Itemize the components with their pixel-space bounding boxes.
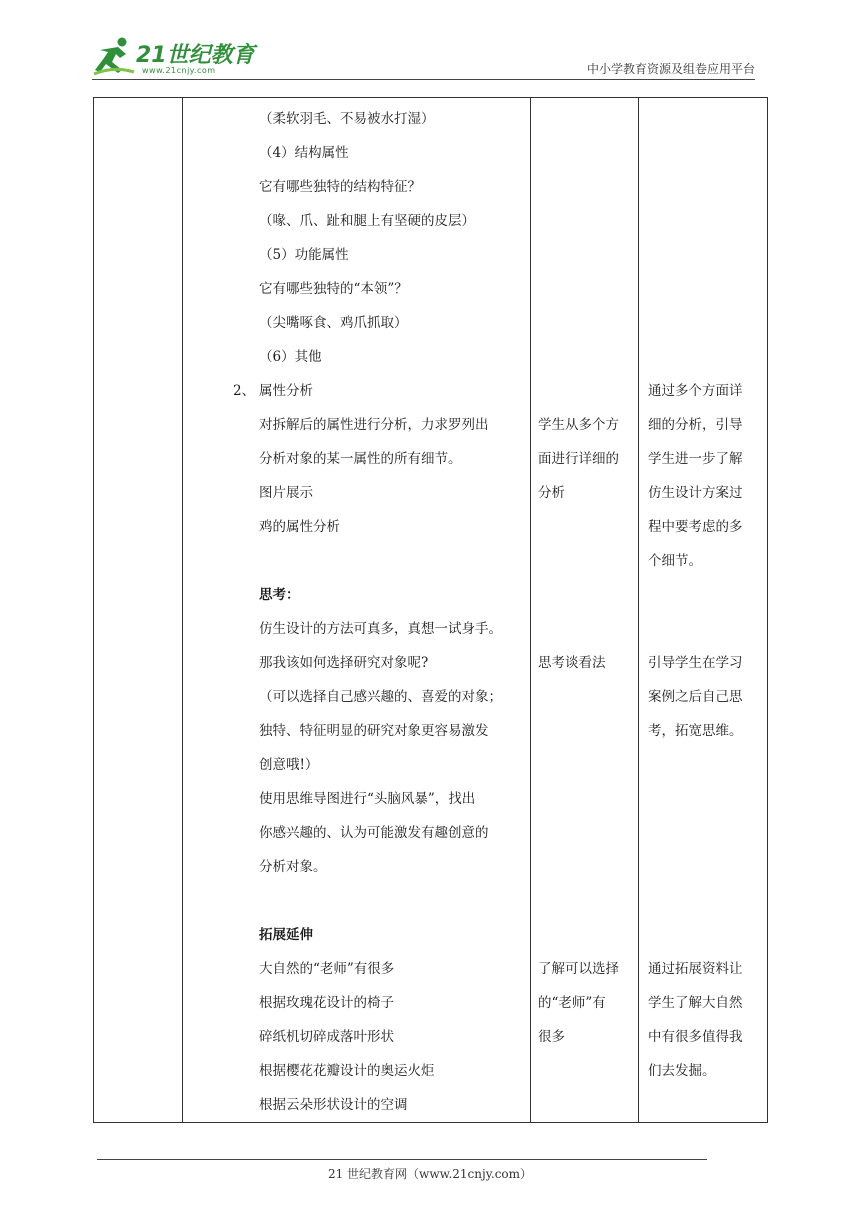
text-line [183,884,530,918]
text-line: 分析 [538,485,565,501]
line-text: 它有哪些独特的“本领”？ [259,281,408,297]
design-intent-lines [639,98,767,1122]
text-line: 中有很多值得我 [648,1029,743,1045]
text-line [639,306,767,340]
line-text: 你感兴趣的、认为可能激发有趣创意的 [259,825,489,841]
platform-title: 中小学教育资源及组卷应用平台 [586,62,755,76]
text-line [183,136,530,170]
text-line [639,612,767,646]
text-line [183,544,530,578]
text-line: 学生进一步了解 [648,451,743,467]
line-text: 那我该如何选择研究对象呢? [259,655,429,671]
text-line: 学生了解大自然 [648,995,743,1011]
text-line [183,340,530,374]
text-line [183,578,530,612]
text-line [531,102,638,136]
line-text: 图片展示 [259,485,313,501]
text-line [183,714,530,748]
text-line: 程中要考虑的多 [648,519,743,535]
text-line [531,340,638,374]
text-line [183,408,530,442]
text-line [183,442,530,476]
text-line [531,782,638,816]
line-text: 属性分析 [259,383,313,399]
text-line [183,204,530,238]
line-text: （尖嘴啄食、鸡爪抓取） [259,315,408,331]
text-line [183,476,530,510]
line-text: （5）功能属性 [259,247,349,263]
header-divider [92,79,755,80]
student-activity-cell [531,98,639,1123]
text-line [183,306,530,340]
line-text: 仿生设计的方法可真多，真想一试身手。 [259,621,502,637]
item-number: 2、 [233,383,256,399]
table-row [94,98,768,1123]
text-line: 很多 [538,1029,565,1045]
text-line [531,136,638,170]
stage-cell [94,98,183,1123]
text-line: 仿生设计方案过 [648,485,743,501]
text-line [531,748,638,782]
text-line [639,238,767,272]
text-line [531,238,638,272]
text-line [183,646,530,680]
teacher-activity-cell [183,98,531,1123]
text-line [183,816,530,850]
text-line: 面进行详细的 [538,451,619,467]
text-line: 的“老师”有 [538,995,606,1011]
text-line: 了解可以选择 [538,961,619,977]
student-activity-lines [531,98,638,1122]
line-text: 碎纸机切碎成落叶形状 [259,1029,394,1045]
text-line [183,374,530,408]
text-line: 个细节。 [648,553,702,569]
text-line: 通过多个方面详 [648,383,743,399]
text-line: 学生从多个方 [538,417,619,433]
text-line [639,578,767,612]
logo-url: www.21cnjy.com [142,66,216,75]
text-line: 案例之后自己思 [648,689,743,705]
text-line: 考，拓宽思维。 [648,723,743,739]
text-line [531,170,638,204]
text-line: 们去发掘。 [648,1063,716,1079]
text-line [639,850,767,884]
text-line [183,782,530,816]
text-line [183,986,530,1020]
line-text: （6）其他 [259,349,322,365]
footer-divider [97,1159,707,1160]
text-line [639,816,767,850]
line-text: 拓展延伸 [259,927,313,943]
logo-text: 21世纪教育 [136,43,255,68]
text-line [183,102,530,136]
page-header [0,0,860,90]
text-line [639,782,767,816]
lesson-table [93,97,768,1123]
text-line [639,340,767,374]
line-text: 分析对象的某一属性的所有细节。 [259,451,462,467]
text-line [639,918,767,952]
text-line [639,1088,767,1122]
text-line: 细的分析，引导 [648,417,743,433]
text-line [183,952,530,986]
text-line [531,680,638,714]
text-line [531,272,638,306]
text-line [531,510,638,544]
text-line [531,1054,638,1088]
logo [92,36,272,80]
footer-text: 21 世纪教育网（www.21cnjy.com） [327,1167,533,1181]
text-line [183,748,530,782]
text-line [183,680,530,714]
line-text: 根据玫瑰花设计的椅子 [259,995,394,1011]
text-line [531,374,638,408]
line-text: 根据樱花花瓣设计的奥运火炬 [259,1063,435,1079]
text-line: 通过拓展资料让 [648,961,743,977]
text-line [639,272,767,306]
line-text: 鸡的属性分析 [259,519,340,535]
text-line [531,918,638,952]
text-line [531,306,638,340]
text-line [183,918,530,952]
text-line: 思考谈看法 [538,655,606,671]
line-text: （喙、爪、趾和腿上有坚硬的皮层） [259,213,475,229]
text-line [531,612,638,646]
text-line [531,204,638,238]
text-line [183,612,530,646]
text-line [639,102,767,136]
line-text: （4）结构属性 [259,145,349,161]
text-line [639,170,767,204]
line-text: 它有哪些独特的结构特征？ [259,179,421,195]
text-line [183,1020,530,1054]
text-line [531,850,638,884]
text-line [531,544,638,578]
text-line [183,272,530,306]
text-line [531,1088,638,1122]
line-text: 创意哦!） [259,757,319,773]
text-line [639,204,767,238]
line-text: 独特、特征明显的研究对象更容易激发 [259,723,489,739]
text-line [531,884,638,918]
text-line [183,238,530,272]
line-text: （可以选择自己感兴趣的、喜爱的对象； [259,689,502,705]
line-text: 根据云朵形状设计的空调 [259,1097,408,1113]
teacher-activity-lines [183,98,530,1122]
text-line [183,1054,530,1088]
text-line [639,884,767,918]
text-line [183,1088,530,1122]
line-text: 大自然的“老师”有很多 [259,961,395,977]
text-line [639,748,767,782]
text-line [639,136,767,170]
text-line [183,170,530,204]
line-text: 分析对象。 [259,859,327,875]
text-line [183,850,530,884]
text-line [531,714,638,748]
line-text: 思考： [259,587,300,603]
line-text: 对拆解后的属性进行分析，力求罗列出 [259,417,489,433]
line-text: 使用思维导图进行“头脑风暴”，找出 [259,791,476,807]
text-line [531,578,638,612]
text-line [531,816,638,850]
text-line: 引导学生在学习 [648,655,743,671]
line-text: （柔软羽毛、不易被水打湿） [259,111,435,127]
design-intent-cell [639,98,768,1123]
text-line [183,510,530,544]
runner-logo-icon [92,36,136,76]
